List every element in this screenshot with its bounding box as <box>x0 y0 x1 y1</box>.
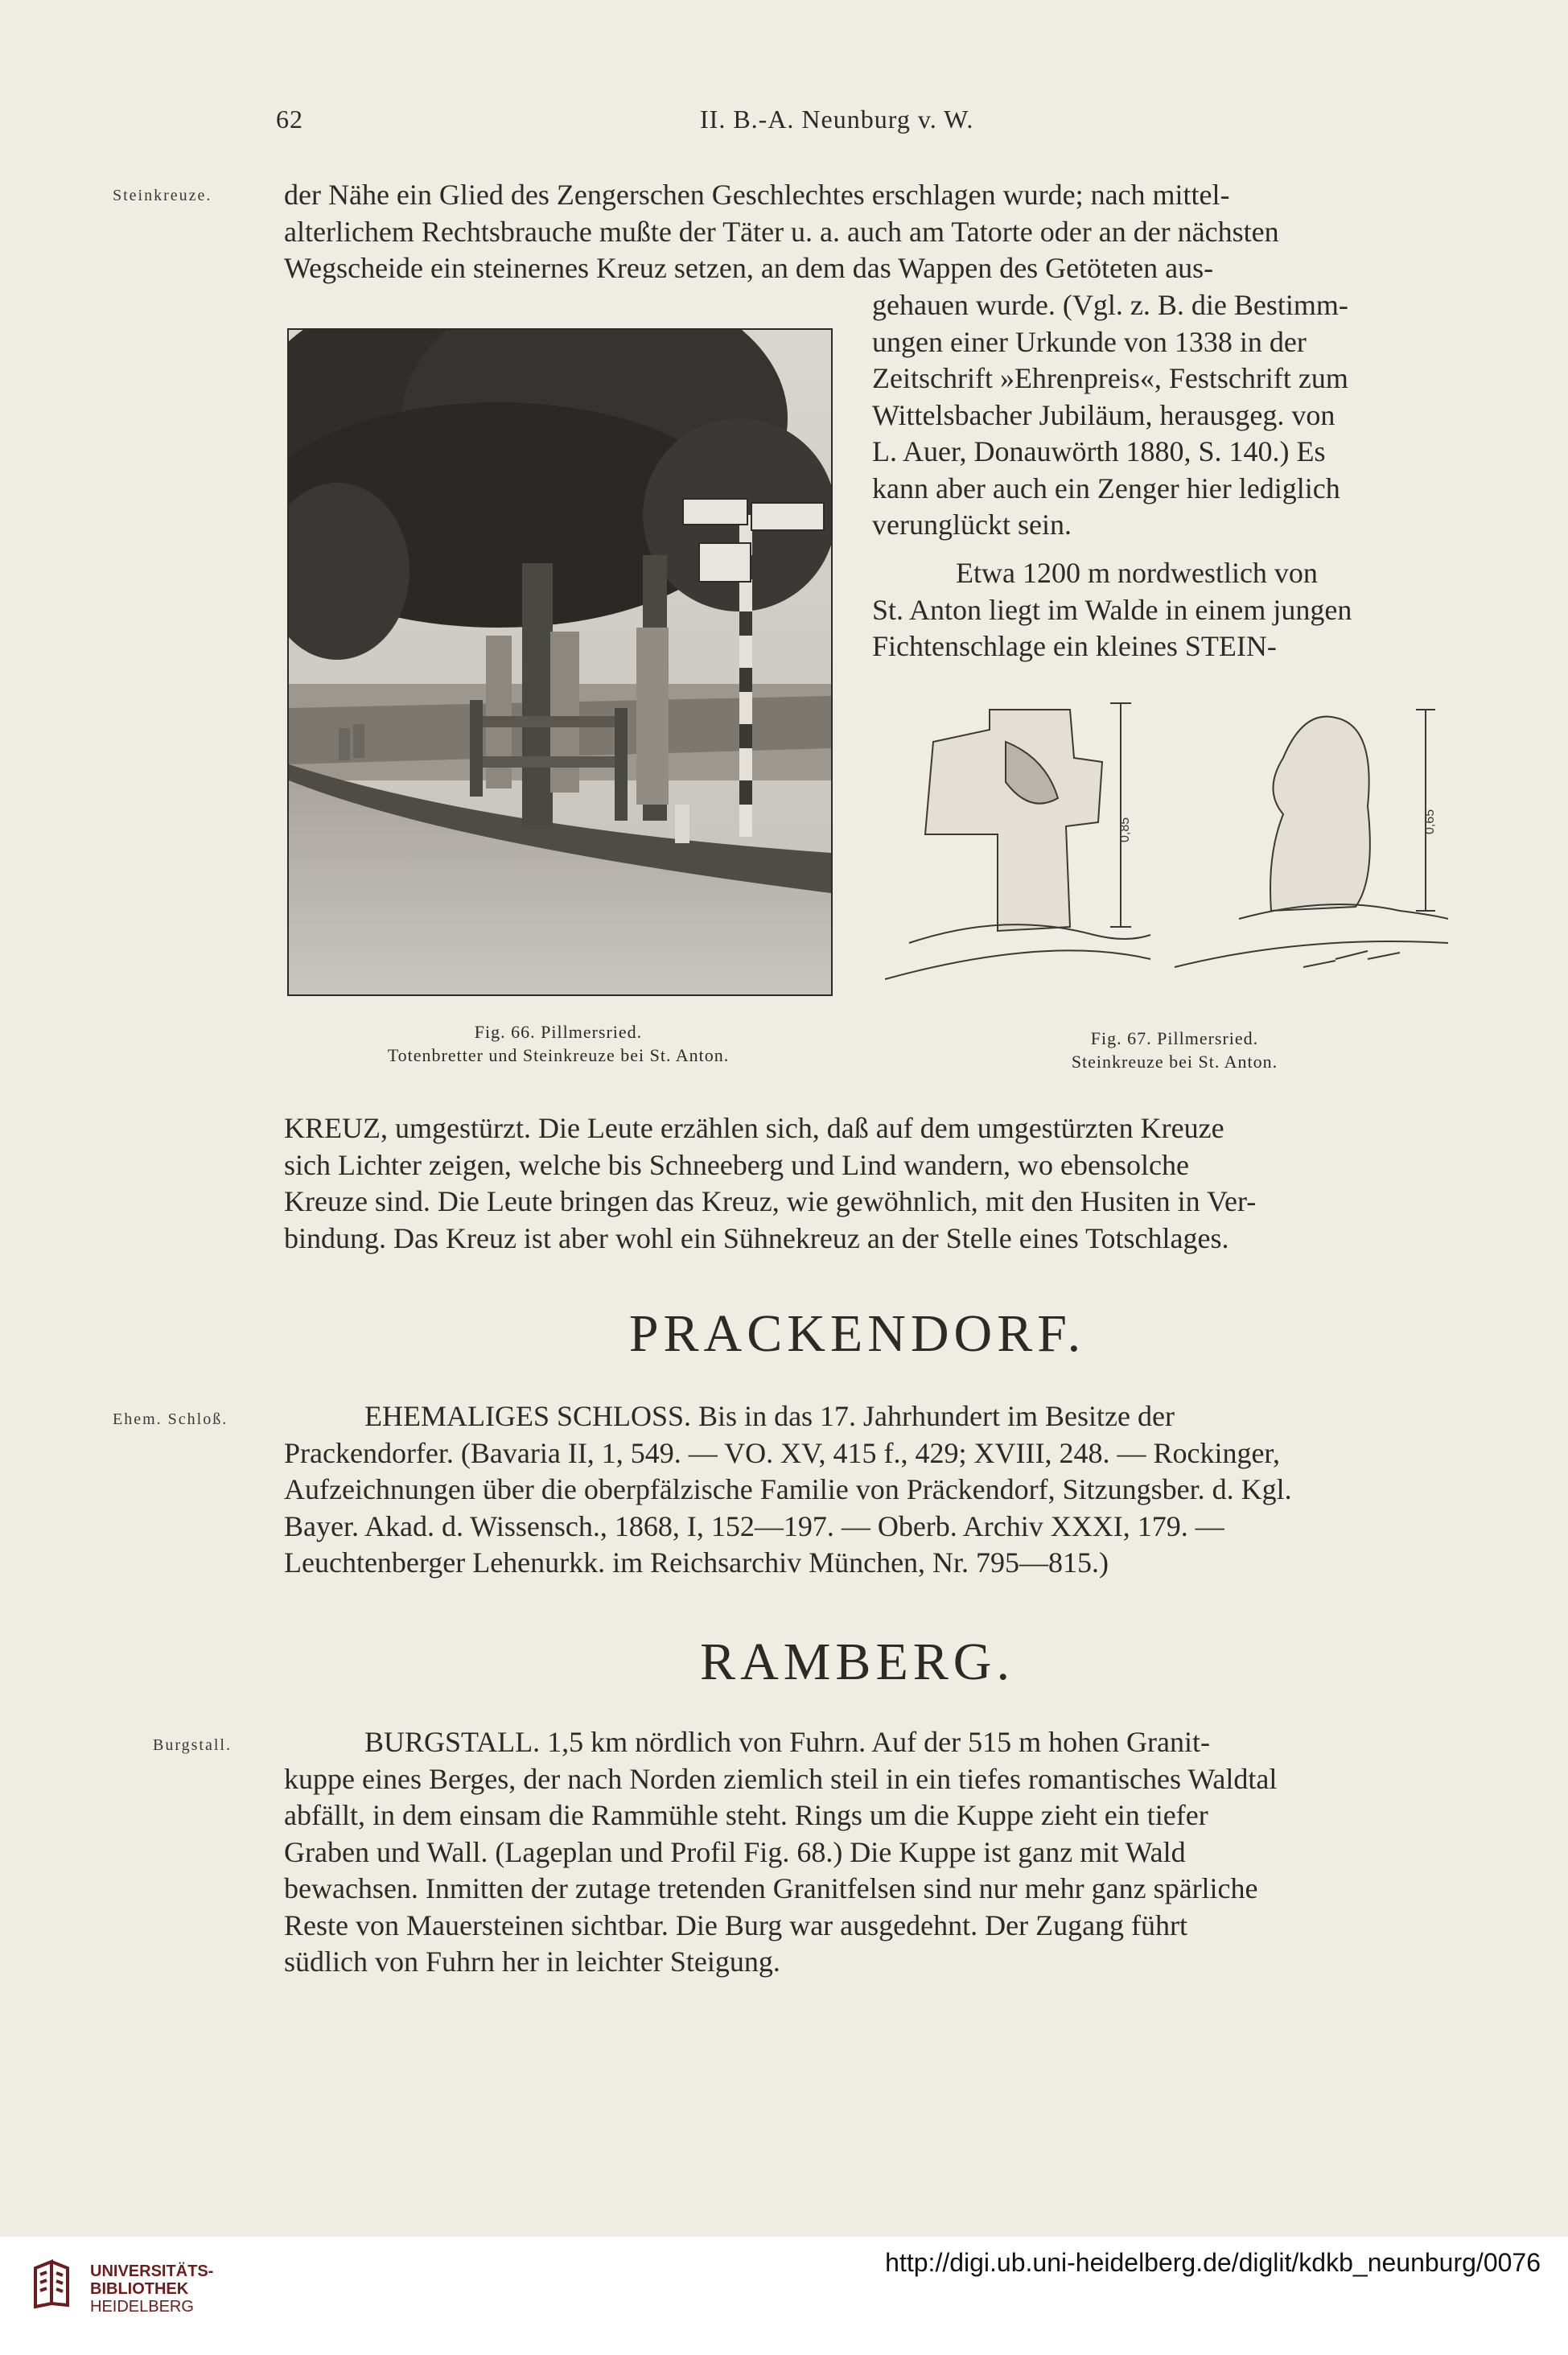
section-heading-prackendorf: PRACKENDORF. <box>628 1304 1086 1363</box>
text-line: kuppe eines Berges, der nach Norden ziemlich steil in ein tiefes romantisches Waldtal <box>284 1762 1278 1795</box>
dimension-label-right: 0,65 <box>1423 809 1437 834</box>
text-line: KREUZ, umgestürzt. Die Leute erzählen sich, daß auf dem umgestürzten Kreuze <box>284 1112 1224 1144</box>
figure-66-caption-line-2: Totenbretter und Steinkreuze bei St. Anton. <box>387 1045 730 1065</box>
text-line: Prackendorfer. (Bavaria II, 1, 549. — VO. XV, 415 f., 429; XVIII, 248. — Rockinger, <box>284 1436 1280 1469</box>
text-line: EHEMALIGES SCHLOSS. Bis in das 17. Jahrhundert im Besitze der <box>364 1400 1175 1432</box>
paragraph-4 <box>284 1398 1430 1582</box>
figure-66-caption-line-1: Fig. 66. Pillmersried. <box>474 1022 643 1042</box>
figure-67-drawing <box>885 694 1448 999</box>
paragraph-1 <box>284 177 1430 287</box>
text-line: südlich von Fuhrn her in leichter Steigung. <box>284 1945 780 1978</box>
roadside-crosses-photo <box>289 330 831 994</box>
text-line: Graben und Wall. (Lageplan und Profil Fig. 68.) Die Kuppe ist ganz mit Wald <box>284 1835 1186 1868</box>
text-line: abfällt, in dem einsam die Rammühle steht. Rings um die Kuppe zieht ein tiefer <box>284 1799 1208 1831</box>
text-line: ungen einer Urkunde von 1338 in der <box>872 325 1307 358</box>
text-line: Kreuze sind. Die Leute bringen das Kreuz, wie gewöhnlich, mit den Husiten in Ver- <box>284 1185 1257 1217</box>
text-line: der Nähe ein Glied des Zengerschen Geschlechtes erschlagen wurde; nach mittel- <box>284 179 1230 211</box>
margin-note-steinkreuze: Steinkreuze. <box>113 187 212 204</box>
paragraph-3 <box>284 1110 1430 1257</box>
paragraph-5 <box>284 1724 1430 1981</box>
figure-66-photo <box>287 328 833 996</box>
text-line: Wegscheide ein steinernes Kreuz setzen, an dem das Wappen des Getöteten aus- <box>284 252 1214 284</box>
figure-67-caption-line-2: Steinkreuze bei St. Anton. <box>1071 1052 1278 1072</box>
text-line: bewachsen. Inmitten der zutage tretenden Granitfelsen sind nur mehr ganz spärliche <box>284 1872 1258 1904</box>
library-name-line-2: BIBLIOTHEK <box>90 2280 189 2298</box>
page-number: 62 <box>276 105 303 134</box>
section-heading-ramberg: RAMBERG. <box>700 1632 1014 1691</box>
text-line: bindung. Das Kreuz ist aber wohl ein Sühnekreuz an der Stelle eines Totschlages. <box>284 1221 1229 1254</box>
text-line: kann aber auch ein Zenger hier lediglich <box>872 471 1340 504</box>
text-line: Zeitschrift »Ehrenpreis«, Festschrift zum <box>872 362 1348 394</box>
text-line: BURGSTALL. 1,5 km nördlich von Fuhrn. Auf der 515 m hohen Granit- <box>364 1726 1211 1758</box>
text-line: Etwa 1200 m nordwestlich von <box>956 557 1318 589</box>
margin-note-ehem-schloss: Ehem. Schloß. <box>113 1410 228 1428</box>
text-line: gehauen wurde. (Vgl. z. B. die Bestimm- <box>872 289 1348 321</box>
paragraph-1-right-column <box>872 287 1430 544</box>
library-logo-icon <box>31 2257 84 2310</box>
text-line: verunglückt sein. <box>872 508 1072 541</box>
library-name-line-1: UNIVERSITÄTS- <box>90 2262 214 2280</box>
dimension-label-left: 0,85 <box>1118 817 1132 842</box>
running-title: II. B.-A. Neunburg v. W. <box>700 105 974 134</box>
paragraph-2-right-column <box>872 555 1430 665</box>
text-line: Wittelsbacher Jubiläum, herausgeg. von <box>872 398 1335 431</box>
text-line: L. Auer, Donauwörth 1880, S. 140.) Es <box>872 435 1326 467</box>
figure-67-caption-line-1: Fig. 67. Pillmersried. <box>1090 1028 1259 1048</box>
text-line: Aufzeichnungen über die oberpfälzische Familie von Präckendorf, Sitzungsber. d. Kgl. <box>284 1473 1292 1505</box>
figure-66-caption <box>287 1020 829 1067</box>
library-name-line-3: HEIDELBERG <box>90 2298 194 2316</box>
text-line: Fichtenschlage ein kleines STEIN- <box>872 630 1277 662</box>
text-line: alterlichem Rechtsbrauche mußte der Täter u. a. auch am Tatorte oder an der nächsten <box>284 215 1279 248</box>
margin-note-burgstall: Burgstall. <box>153 1736 232 1754</box>
text-line: Leuchtenberger Lehenurkk. im Reichsarchiv München, Nr. 795—815.) <box>284 1546 1109 1579</box>
figure-67-caption <box>1006 1027 1344 1073</box>
source-url-link[interactable]: http://digi.ub.uni-heidelberg.de/diglit/kdkb_neunburg/0076 <box>885 2248 1541 2277</box>
text-line: Bayer. Akad. d. Wissensch., 1868, I, 152—197. — Oberb. Archiv XXXI, 179. — <box>284 1509 1224 1542</box>
text-line: Reste von Mauersteinen sichtbar. Die Burg war ausgedehnt. Der Zugang führt <box>284 1908 1188 1941</box>
text-line: St. Anton liegt im Walde in einem jungen <box>872 593 1352 626</box>
text-line: sich Lichter zeigen, welche bis Schneeberg und Lind wandern, wo ebensolche <box>284 1148 1189 1181</box>
library-name <box>90 2262 213 2316</box>
